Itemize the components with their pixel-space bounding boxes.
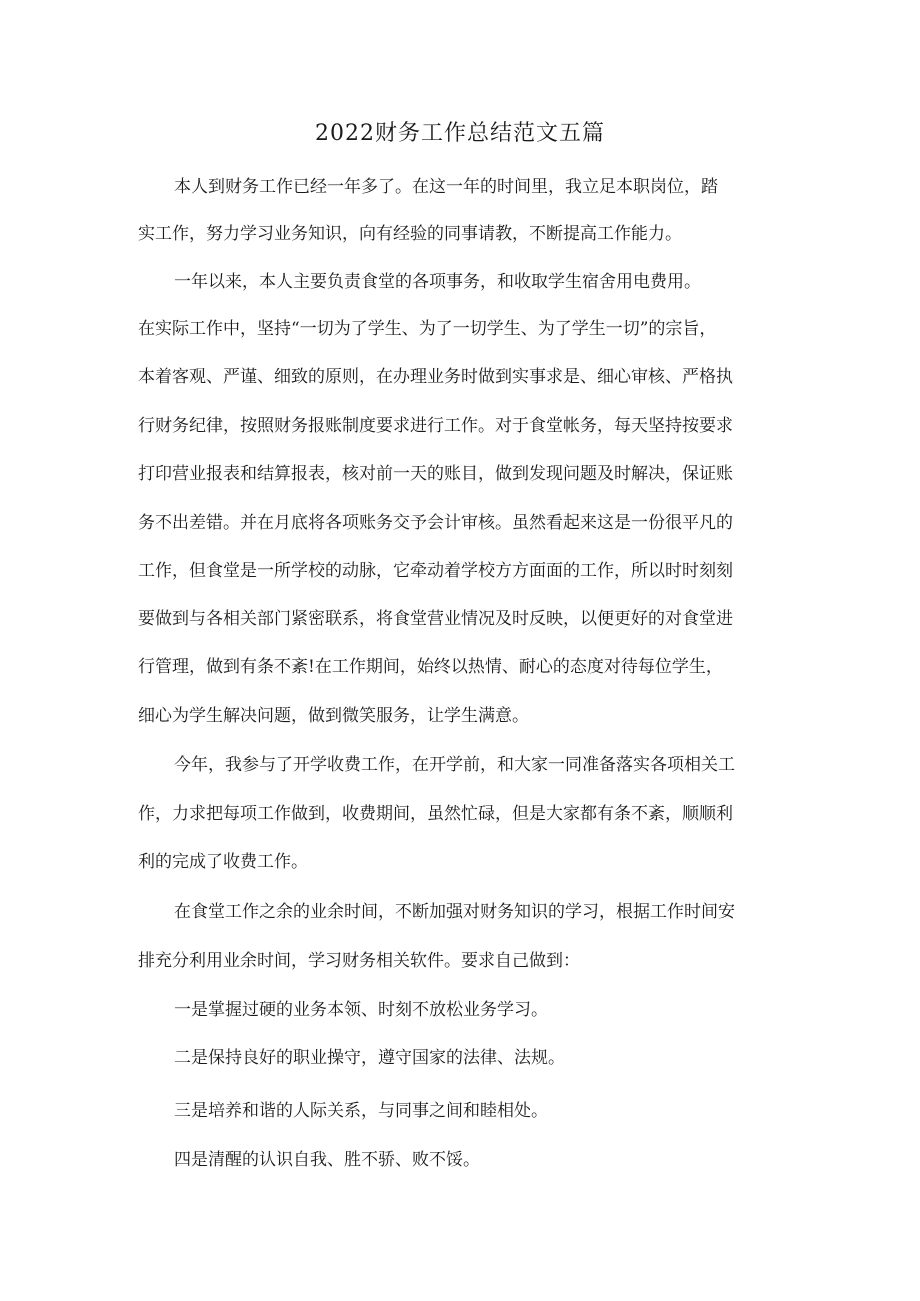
list-item: 三是培养和谐的人际关系，与同事之间和睦相处。 — [174, 1101, 548, 1121]
paragraph-line: 行财务纪律，按照财务报账制度要求进行工作。对于食堂帐务，每天坚持按要求 — [138, 416, 733, 436]
paragraph-line: 打印营业报表和结算报表，核对前一天的账目，做到发现问题及时解决，保证账 — [138, 464, 733, 484]
paragraph-line: 在食堂工作之余的业余时间，不断加强对财务知识的学习，根据工作时间安 — [174, 902, 735, 922]
paragraph-line: 作，力求把每项工作做到，收费期间，虽然忙碌，但是大家都有条不紊，顺顺利 — [138, 804, 733, 824]
paragraph-line: 务不出差错。并在月底将各项账务交予会计审核。虽然看起来这是一份很平凡的 — [138, 513, 733, 533]
list-item: 一是掌握过硬的业务本领、时刻不放松业务学习。 — [174, 1000, 548, 1020]
paragraph-line: 今年，我参与了开学收费工作，在开学前，和大家一同准备落实各项相关工 — [174, 755, 735, 775]
paragraph-line: 排充分利用业余时间，学习财务相关软件。要求自己做到： — [138, 951, 580, 971]
paragraph-line: 在实际工作中，坚持“一切为了学生、为了一切学生、为了学生一切”的宗旨， — [138, 319, 717, 339]
paragraph-line: 一年以来，本人主要负责食堂的各项事务，和收取学生宿舍用电费用。 — [174, 272, 701, 292]
paragraph-line: 细心为学生解决问题，做到微笑服务，让学生满意。 — [138, 706, 529, 726]
paragraph-line: 实工作，努力学习业务知识，向有经验的同事请教，不断提高工作能力。 — [138, 224, 682, 244]
paragraph-line: 本人到财务工作已经一年多了。在这一年的时间里，我立足本职岗位，踏 — [174, 177, 718, 197]
paragraph-line: 本着客观、严谨、细致的原则，在办理业务时做到实事求是、细心审核、严格执 — [138, 367, 733, 387]
paragraph-line: 行管理，做到有条不紊!在工作期间，始终以热情、耐心的态度对待每位学生， — [138, 657, 723, 677]
document-title: 2022财务工作总结范文五篇 — [315, 121, 605, 146]
list-item: 二是保持良好的职业操守，遵守国家的法律、法规。 — [174, 1048, 565, 1068]
list-item: 四是清醒的认识自我、胜不骄、败不馁。 — [174, 1150, 480, 1170]
paragraph-line: 工作，但食堂是一所学校的动脉，它牵动着学校方方面面的工作，所以时时刻刻 — [138, 561, 733, 581]
paragraph-line: 利的完成了收费工作。 — [138, 852, 308, 872]
paragraph-line: 要做到与各相关部门紧密联系，将食堂营业情况及时反映，以便更好的对食堂进 — [138, 609, 733, 629]
